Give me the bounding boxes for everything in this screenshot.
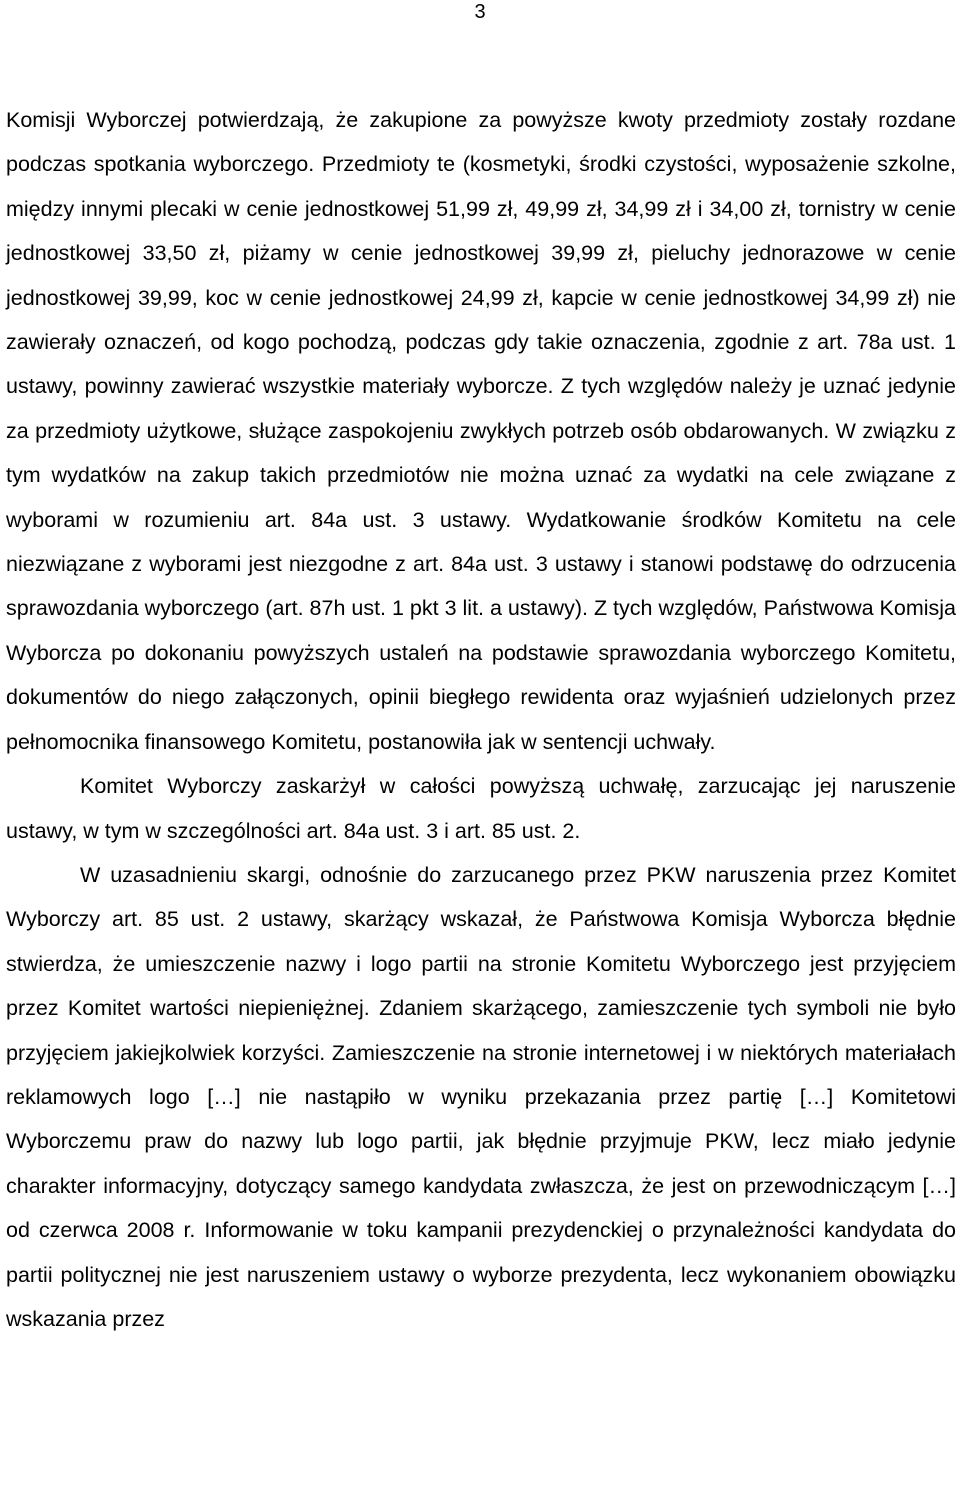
page-number: 3 xyxy=(474,1,486,23)
body-text xyxy=(6,98,956,1341)
paragraph-justification: W uzasadnieniu skargi, odnośnie do zarzucanego przez PKW naruszenia przez Komitet Wyborczy art. 85 ust. 2 ustawy, skarżący wskazał, że Państwowa Komisja Wyborcza błędnie stwierdza, że umieszczenie nazwy i logo partii na stronie Komitetu Wyborczego jest przyjęciem przez Komitet wartości niepieniężnej. Zdaniem skarżącego, zamieszczenie tych symboli nie było przyjęciem jakiejkolwiek korzyści. Zamieszczenie na stronie internetowej i w niektórych materiałach reklamowych logo […] nie nastąpiło w wyniku przekazania przez partię […] Komitetowi Wyborczemu praw do nazwy lub logo partii, jak błędnie przyjmuje PKW, lecz miało jedynie charakter informacyjny, dotyczący samego kandydata zwłaszcza, że jest on przewodniczącym […] od czerwca 2008 r. Informowanie w toku kampanii prezydenckiej o przynależności kandydata do partii politycznej nie jest naruszeniem ustawy o wyborze prezydenta, lecz wykonaniem obowiązku wskazania przez xyxy=(6,862,956,1331)
paragraph-complaint: Komitet Wyborczy zaskarżył w całości powyższą uchwałę, zarzucając jej naruszenie ustawy, w tym w szczególności art. 84a ust. 3 i art. 85 ust. 2. xyxy=(6,774,956,843)
paragraph-continuation: Komisji Wyborczej potwierdzają, że zakupione za powyższe kwoty przedmioty zostały rozdane podczas spotkania wyborczego. Przedmioty te (kosmetyki, środki czystości, wyposażenie szkolne, między innymi plecaki w cenie jednostkowej 51,99 zł, 49,99 zł, 34,99 zł i 34,00 zł, tornistry w cenie jednostkowej 33,50 zł, piżamy w cenie jednostkowej 39,99 zł, pieluchy jednorazowe w cenie jednostkowej 39,99, koc w cenie jednostkowej 24,99 zł, kapcie w cenie jednostkowej 34,99 zł) nie zawierały oznaczeń, od kogo pochodzą, podczas gdy takie oznaczenia, zgodnie z art. 78a ust. 1 ustawy, powinny zawierać wszystkie materiały wyborcze. Z tych względów należy je uznać jedynie za przedmioty użytkowe, służące zaspokojeniu zwykłych potrzeb osób obdarowanych. W związku z tym wydatków na zakup takich przedmiotów nie można uznać za wydatki na cele związane z wyborami w rozumieniu art. 84a ust. 3 ustawy. Wydatkowanie środków Komitetu na cele niezwiązane z wyborami jest niezgodne z art. 84a ust. 3 ustawy i stanowi podstawę do odrzucenia sprawozdania wyborczego (art. 87h ust. 1 pkt 3 lit. a ustawy). Z tych względów, Państwowa Komisja Wyborcza po dokonaniu powyższych ustaleń na podstawie sprawozdania wyborczego Komitetu, dokumentów do niego załączonych, opinii biegłego rewidenta oraz wyjaśnień udzielonych przez pełnomocnika finansowego Komitetu, postanowiła jak w sentencji uchwały. xyxy=(6,108,957,754)
